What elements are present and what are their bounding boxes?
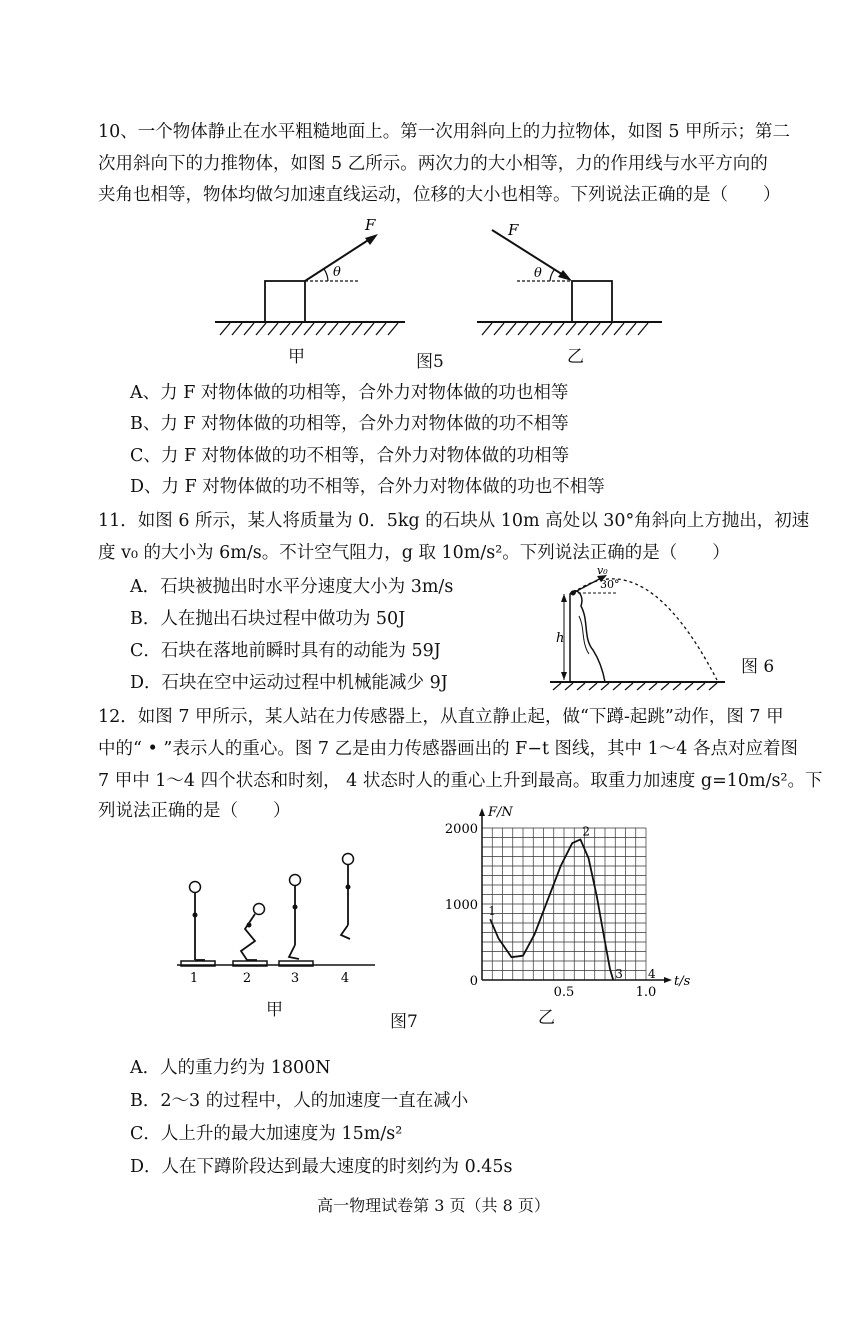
q11-option-b: B．人在抛出石块过程中做功为 50J — [130, 609, 406, 629]
state-label-4: 4 — [340, 971, 350, 986]
q11-option-d: D．石块在空中运动过程中机械能减少 9J — [130, 673, 448, 693]
fig7-caption: 图7 — [390, 1012, 418, 1032]
q10-line-3: 夹角也相等，物体均做匀加速直线运动，位移的大小也相等。下列说法正确的是（ ） — [98, 185, 781, 205]
x-tick-label: 1.0 — [635, 985, 657, 1000]
q11-line-2: 度 v₀ 的大小为 6m/s。不计空气阻力，g 取 10m/s²。下列说法正确的是（ ） — [98, 543, 730, 563]
angle-theta-a: θ — [333, 265, 341, 280]
q10-option-c: C、力 F 对物体做的功不相等，合外力对物体做的功相等 — [130, 446, 570, 466]
head-1 — [190, 882, 201, 893]
page-footer: 高一物理试卷第 3 页（共 8 页） — [317, 1196, 550, 1215]
force-f-b: F — [508, 221, 519, 239]
q10-option-b: B、力 F 对物体做的功相等，合外力对物体做的功不相等 — [130, 414, 569, 434]
y-tick-label: 2000 — [444, 822, 478, 837]
q12-line-1: 12．如图 7 甲所示，某人站在力传感器上，从直立静止起，做“下蹲-起跳”动作，图 7 甲 — [98, 707, 784, 727]
state-label-3: 3 — [290, 971, 300, 986]
fig5-label-a: 甲 — [288, 347, 305, 367]
fig5-caption: 图5 — [416, 352, 444, 372]
q12-option-d: D．人在下蹲阶段达到最大速度的时刻约为 0.45s — [130, 1157, 513, 1177]
state-label-1: 1 — [189, 971, 199, 986]
fig6-caption: 图 6 — [741, 657, 775, 677]
sensor-3 — [279, 961, 313, 966]
fig5-label-b: 乙 — [567, 347, 584, 367]
sensor-2 — [233, 961, 267, 966]
figure-5-b — [472, 215, 672, 345]
figure-7-a — [175, 845, 380, 990]
point-label-4: 4 — [648, 967, 656, 981]
y-axis-label: F/N — [488, 805, 513, 820]
v0-label: v₀ — [597, 564, 608, 577]
figure-5-a — [210, 215, 410, 345]
q12-line-2: 中的“ • ”表示人的重心。图 7 乙是由力传感器画出的 F−t 图线，其中 1～4 各点对应着图 — [98, 739, 798, 759]
x-tick-label: 0.5 — [553, 985, 575, 1000]
y-axis-arrow — [479, 808, 485, 816]
q11-option-c: C．石块在落地前瞬时具有的动能为 59J — [130, 641, 441, 661]
y-tick-label: 0 — [469, 974, 478, 989]
q12-line-4: 列说法正确的是（ ） — [98, 801, 291, 821]
q12-option-c: C．人上升的最大加速度为 15m/s² — [130, 1124, 403, 1144]
center-of-gravity-1 — [193, 913, 198, 918]
q12-line-3: 7 甲中 1～4 四个状态和时刻， 4 状态时人的重心上升到最高。取重力加速度 g=10m/s²。下 — [98, 771, 823, 791]
center-of-gravity-2 — [247, 923, 252, 928]
sensor-1 — [181, 961, 215, 966]
figure-7-b-chart — [440, 800, 690, 1000]
y-tick-label: 1000 — [444, 898, 478, 913]
q11-line-1: 11．如图 6 所示，某人将质量为 0．5kg 的石块从 10m 高处以 30°角斜向上方抛出，初速 — [98, 511, 810, 531]
q10-option-d: D、力 F 对物体做的功不相等，合外力对物体做的功也不相等 — [130, 477, 605, 497]
head-4 — [343, 854, 354, 865]
center-of-gravity-4 — [346, 885, 351, 890]
q12-option-b: B．2～3 的过程中，人的加速度一直在减小 — [130, 1091, 469, 1111]
point-label-3: 3 — [615, 967, 623, 981]
figure-6 — [545, 566, 735, 692]
center-of-gravity-3 — [293, 905, 298, 910]
fig7-label-a: 甲 — [266, 1000, 283, 1020]
x-axis-arrow — [664, 977, 672, 983]
head-3 — [290, 875, 301, 886]
q11-option-a: A．石块被抛出时水平分速度大小为 3m/s — [130, 577, 454, 597]
angle-30-label: 30° — [600, 578, 620, 591]
q10-option-a: A、力 F 对物体做的功相等，合外力对物体做的功也相等 — [130, 383, 569, 403]
angle-theta-b: θ — [534, 266, 542, 281]
force-f-a: F — [365, 216, 376, 234]
point-label-1: 1 — [488, 904, 496, 919]
x-axis-label: t/s — [674, 974, 691, 989]
fig7-label-b: 乙 — [538, 1008, 555, 1028]
q10-line-1: 10、一个物体静止在水平粗糙地面上。第一次用斜向上的力拉物体，如图 5 甲所示；第二 — [98, 122, 791, 142]
head-2 — [254, 904, 265, 915]
height-h-label: h — [556, 631, 565, 646]
state-label-2: 2 — [242, 971, 252, 986]
point-label-2: 2 — [582, 824, 591, 839]
q10-line-2: 次用斜向下的力推物体，如图 5 乙所示。两次力的大小相等，力的作用线与水平方向的 — [98, 154, 768, 174]
q12-option-a: A．人的重力约为 1800N — [130, 1058, 331, 1078]
